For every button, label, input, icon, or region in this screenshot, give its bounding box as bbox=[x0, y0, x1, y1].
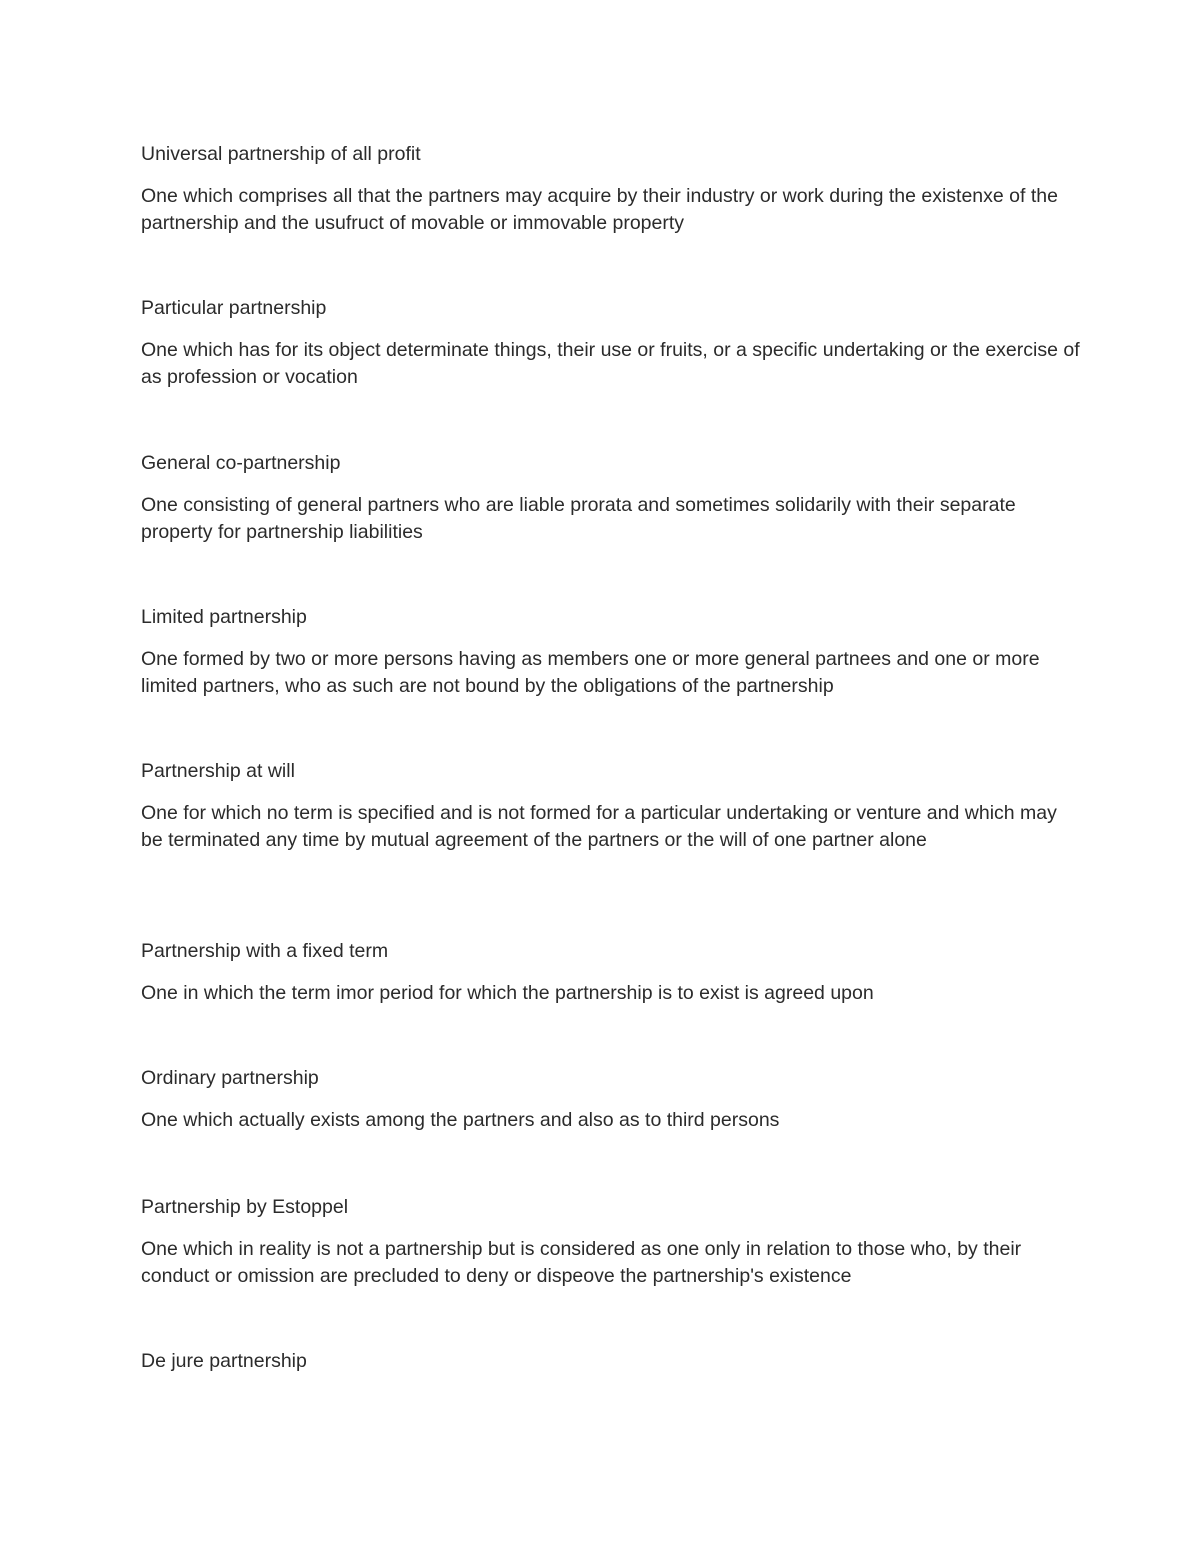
entry-partnership-fixed-term bbox=[141, 938, 1081, 1007]
entry-definition: One which has for its object determinate things, their use or fruits, or a specific undertaking or the exercise of as profession or vocation bbox=[141, 339, 1080, 388]
entry-term: Limited partnership bbox=[141, 606, 307, 628]
entry-ordinary-partnership bbox=[141, 1065, 1081, 1134]
entry-term: Partnership by Estoppel bbox=[141, 1196, 349, 1218]
entry-term: De jure partnership bbox=[141, 1350, 307, 1372]
entry-term: Partnership at will bbox=[141, 760, 295, 782]
entry-term: Partnership with a fixed term bbox=[141, 940, 389, 962]
entry-definition: One which in reality is not a partnership but is considered as one only in relation to those who, by their conduct or omission are precluded to deny or dispeove the partnership's existence bbox=[141, 1238, 1022, 1287]
entry-universal-partnership bbox=[141, 141, 1081, 237]
entry-definition: One consisting of general partners who are liable prorata and sometimes solidarily with their separate property for partnership liabilities bbox=[141, 494, 1016, 543]
entry-definition: One for which no term is specified and is not formed for a particular undertaking or venture and which may be terminated any time by mutual agreement of the partners or the will of one partner alone bbox=[141, 802, 1057, 851]
entry-particular-partnership bbox=[141, 295, 1081, 391]
entry-definition: One which actually exists among the partners and also as to third persons bbox=[141, 1109, 780, 1131]
entry-term: General co-partnership bbox=[141, 452, 341, 474]
entry-definition: One which comprises all that the partners may acquire by their industry or work during the existenxe of the partnership and the usufruct of movable or immovable property bbox=[141, 185, 1058, 234]
entry-general-co-partnership bbox=[141, 450, 1081, 546]
entry-definition: One in which the term imor period for which the partnership is to exist is agreed upon bbox=[141, 982, 874, 1004]
entry-de-jure-partnership bbox=[141, 1348, 1081, 1375]
entry-limited-partnership bbox=[141, 604, 1081, 700]
entry-term: Particular partnership bbox=[141, 297, 327, 319]
entry-partnership-by-estoppel bbox=[141, 1194, 1081, 1290]
entry-definition: One formed by two or more persons having as members one or more general partnees and one or more limited partners, who as such are not bound by the obligations of the partnership bbox=[141, 648, 1040, 697]
entry-partnership-at-will bbox=[141, 758, 1081, 854]
entry-term: Ordinary partnership bbox=[141, 1067, 319, 1089]
entry-term: Universal partnership of all profit bbox=[141, 143, 421, 165]
